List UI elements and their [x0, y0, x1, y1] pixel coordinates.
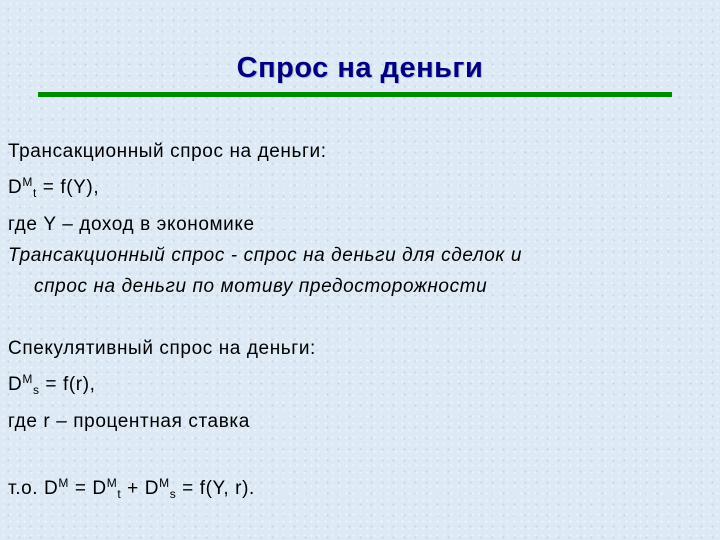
formula-sup: M [22, 175, 33, 189]
transaction-definition-line1: Трансакционный спрос - спрос на деньги для сделок и [8, 245, 522, 266]
total-ds: D [144, 478, 160, 499]
spacer [8, 437, 708, 468]
formula-d: D [8, 177, 23, 198]
speculative-where: где r – процентная ставка [8, 411, 250, 432]
speculative-formula [8, 364, 708, 406]
total-d-sup: M [58, 476, 69, 490]
total-dt-sup: M [106, 476, 118, 490]
total-ds-sub: s [169, 487, 177, 501]
total-eq: = [68, 478, 93, 499]
total-plus: + [121, 478, 145, 499]
formula-sup: M [22, 372, 33, 386]
total-formula [8, 468, 708, 510]
total-d: D [44, 478, 59, 499]
spacer [8, 302, 708, 333]
formula-sub: s [32, 383, 40, 397]
speculative-heading: Спекулятивный спрос на деньги: [8, 338, 316, 359]
transaction-formula [8, 167, 708, 209]
total-rest: = f(Y, r). [176, 478, 255, 499]
total-prefix: т.о. [8, 478, 44, 499]
formula-rest: = f(Y), [36, 177, 100, 198]
formula-rest: = f(r), [39, 374, 96, 395]
slide-title: Спрос на деньги [236, 52, 484, 84]
slide-body [8, 136, 708, 510]
transaction-heading: Трансакционный спрос на деньги: [8, 141, 327, 162]
transaction-where: где Y – доход в экономике [8, 214, 255, 235]
total-dt-sub: t [117, 487, 122, 501]
title-underline [38, 92, 672, 97]
total-ds-sup: M [159, 476, 170, 490]
formula-sub: t [32, 186, 37, 200]
formula-d: D [8, 374, 23, 395]
total-dt: D [92, 478, 107, 499]
transaction-definition-line2: спрос на деньги по мотиву предосторожности [34, 276, 488, 297]
